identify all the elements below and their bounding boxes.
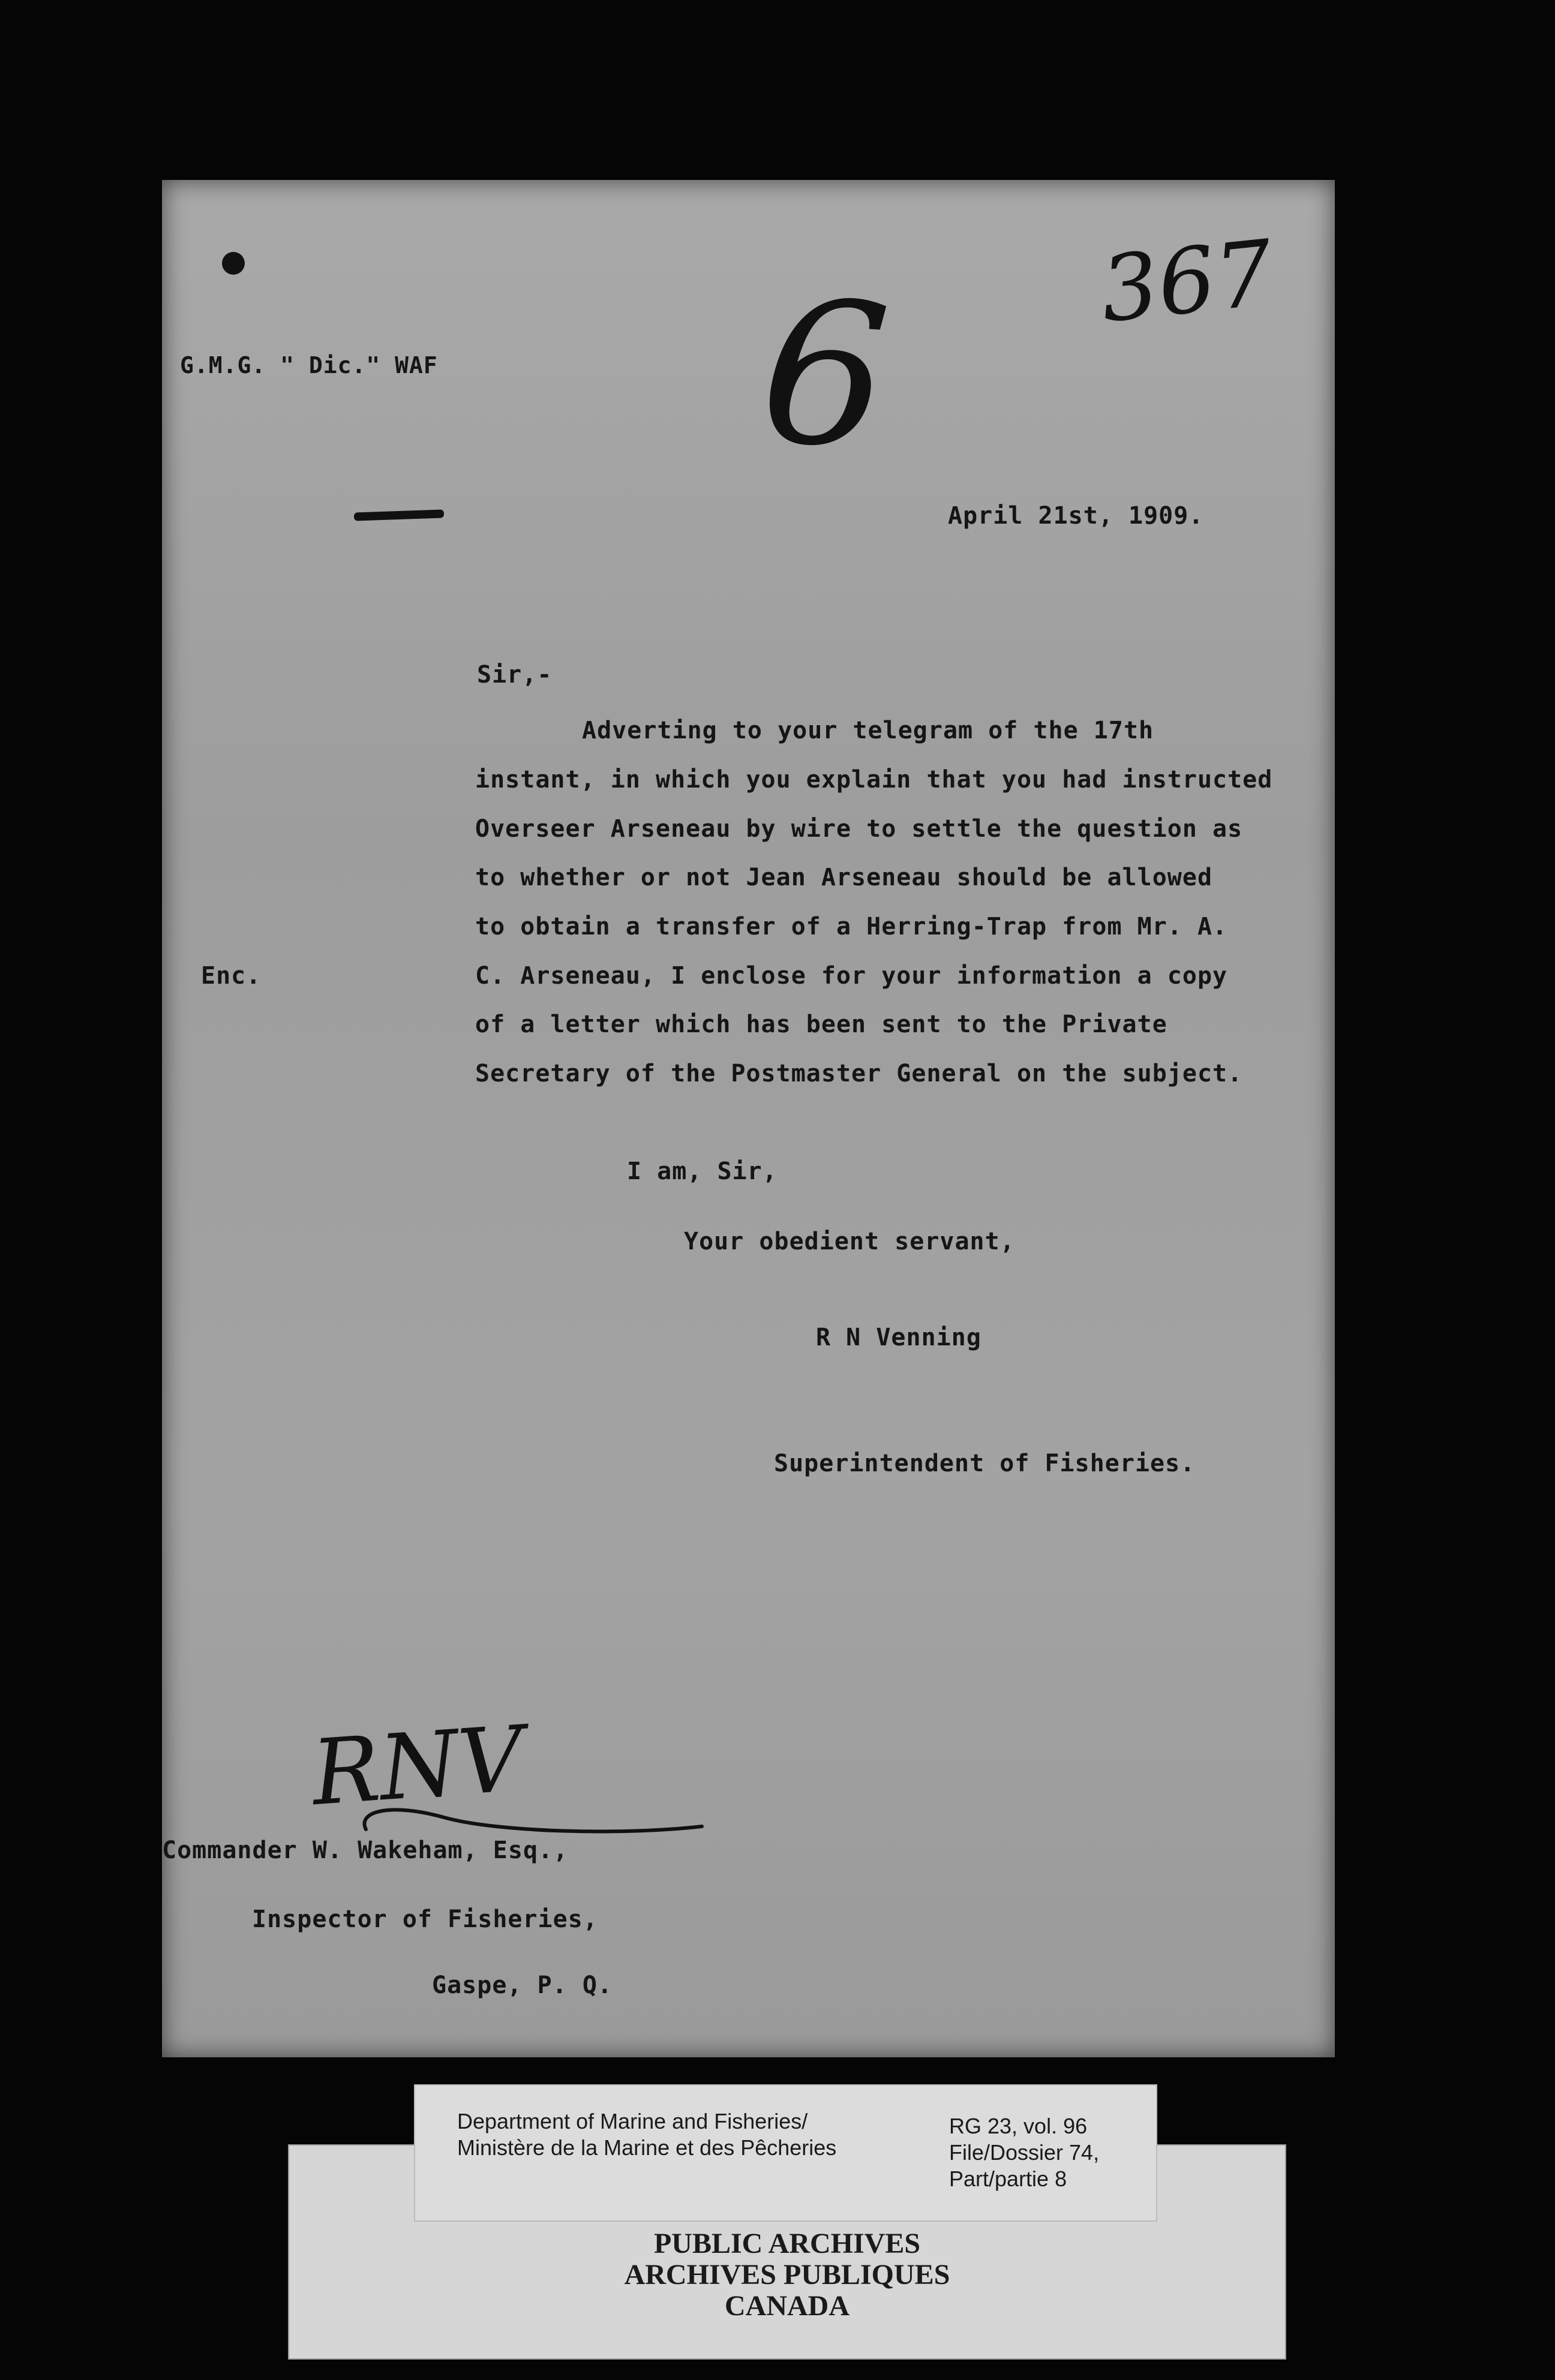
- signature: R N Venning: [816, 1324, 981, 1351]
- punch-hole: [222, 252, 245, 275]
- body-line: of a letter which has been sent to the Private: [475, 1011, 1167, 1038]
- closing-line: Your obedient servant,: [684, 1228, 1015, 1255]
- stamp-line: CANADA: [725, 2290, 849, 2322]
- header-code: G.M.G. " Dic." WAF: [180, 352, 438, 378]
- closing-line: I am, Sir,: [627, 1158, 778, 1185]
- body-line: to whether or not Jean Arseneau should be allowed: [475, 864, 1213, 891]
- file-number: File/Dossier 74,: [949, 2140, 1100, 2165]
- addressee-line: Commander W. Wakeham, Esq.,: [162, 1837, 569, 1864]
- addressee-line: Gaspe, P. Q.: [432, 1972, 613, 1999]
- body-line: Overseer Arseneau by wire to settle the question as: [475, 815, 1243, 843]
- part-number: Part/partie 8: [949, 2166, 1067, 2191]
- stamp-line: PUBLIC ARCHIVES: [653, 2228, 921, 2259]
- stamp-line: ARCHIVES PUBLIQUES: [624, 2259, 950, 2291]
- body-line: Secretary of the Postmaster General on the subject.: [475, 1060, 1243, 1087]
- handwritten-initials: RNV: [308, 1706, 527, 1826]
- folio-number: 367: [1095, 221, 1278, 343]
- department-en: Department of Marine and Fisheries/: [457, 2109, 808, 2133]
- handwritten-mark: 6: [754, 256, 896, 494]
- department-fr: Ministère de la Marine et des Pêcheries: [457, 2135, 837, 2160]
- addressee-line: Inspector of Fisheries,: [252, 1906, 598, 1933]
- archive-reference-label: [414, 2084, 1157, 2222]
- body-line: C. Arseneau, I enclose for your information a copy: [475, 962, 1228, 990]
- body-line: to obtain a transfer of a Herring-Trap from Mr. A.: [475, 913, 1228, 940]
- letter-date: April 21st, 1909.: [948, 502, 1204, 530]
- letter-page: [162, 180, 1335, 2057]
- salutation: Sir,-: [477, 661, 553, 689]
- body-line: instant, in which you explain that you had instructed: [475, 766, 1273, 794]
- margin-note: Enc.: [201, 962, 262, 990]
- signer-title: Superintendent of Fisheries.: [774, 1450, 1196, 1477]
- record-group: RG 23, vol. 96: [949, 2114, 1088, 2138]
- struck-out-text: [354, 509, 444, 521]
- body-line: Adverting to your telegram of the 17th: [582, 717, 1154, 744]
